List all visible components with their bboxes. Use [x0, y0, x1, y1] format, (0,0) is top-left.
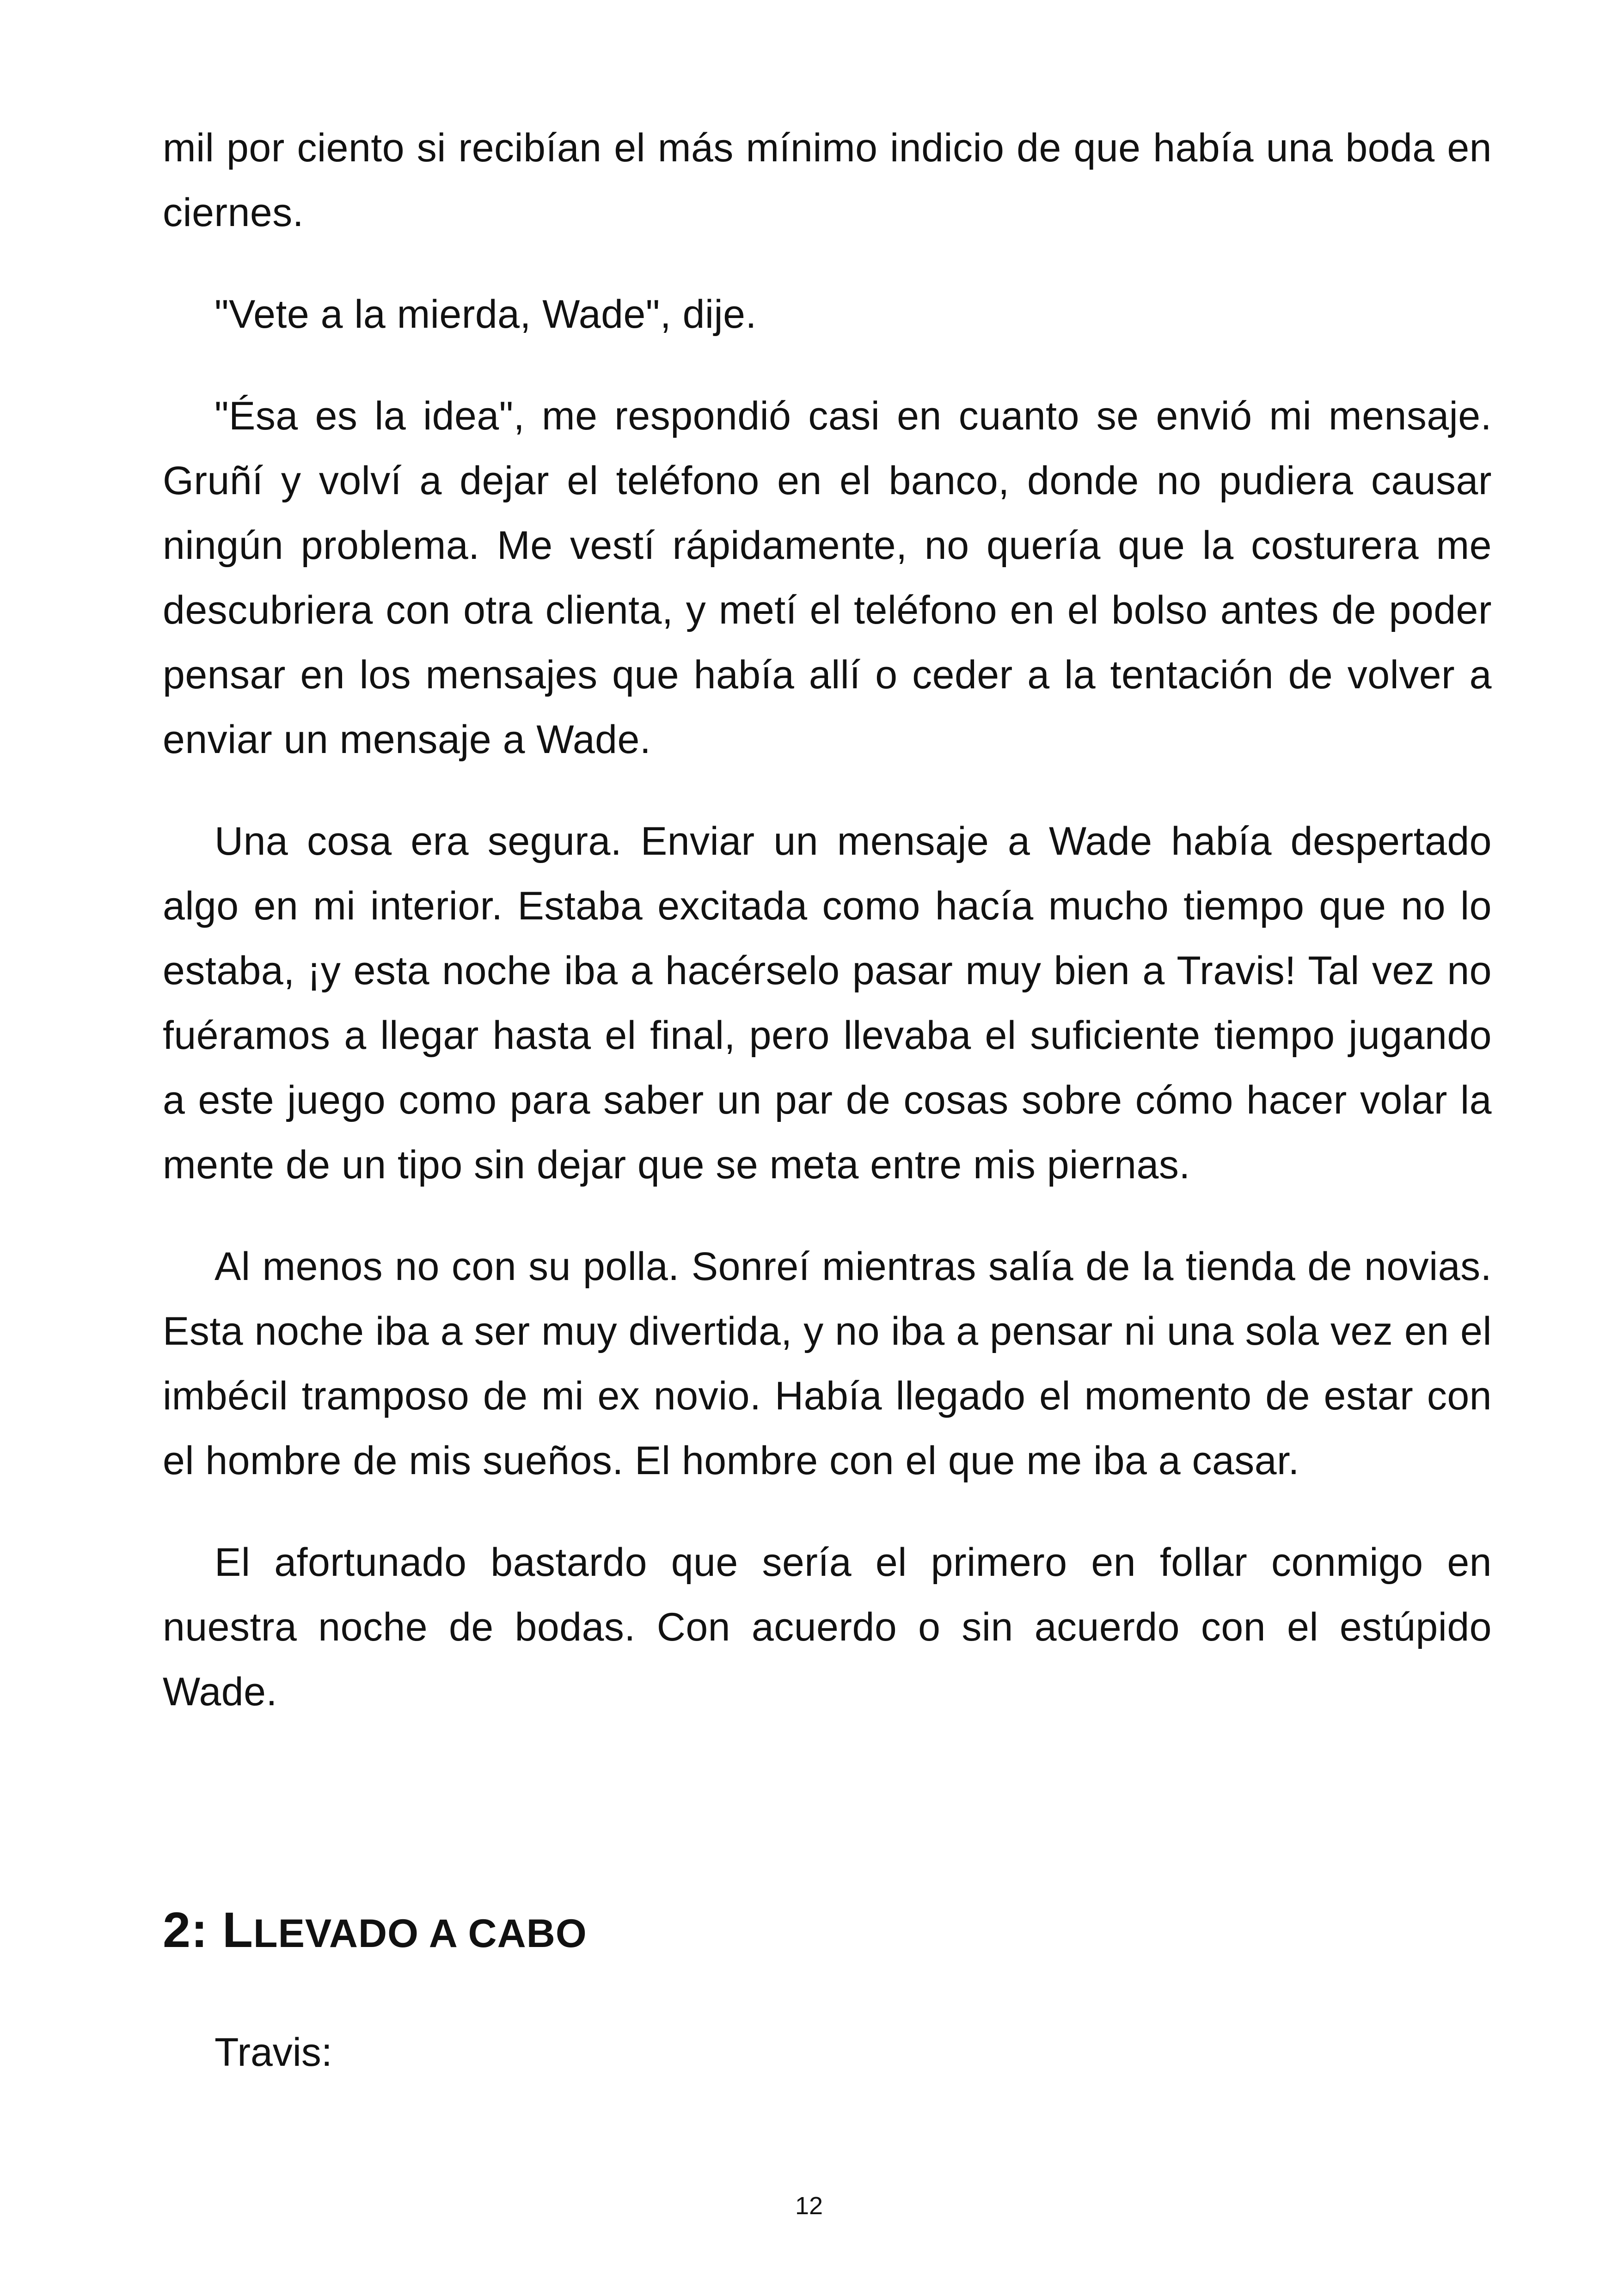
paragraph-1: mil por ciento si recibían el más mínimo indicio de que había una boda en ciernes.: [163, 126, 1492, 235]
body-text: [163, 116, 1492, 1724]
paragraph-3: "Ésa es la idea", me respondió casi en cuanto se envió mi mensaje. Gruñí y volví a dejar el teléfono en el banco, donde no pudiera causar ningún problema. Me vestí rápidamente, no quería que la costurera me descubriera con otra clienta, y metí el teléfono en el bolso antes de poder pensar en los mensajes que había allí o ceder a la tentación de volver a enviar un mensaje a Wade.: [163, 394, 1492, 762]
chapter-heading: [163, 1900, 587, 1964]
page-number: 12: [795, 2192, 823, 2220]
paragraph-6: El afortunado bastardo que sería el primero en follar conmigo en nuestra noche de bodas. Con acuerdo o sin acuerdo con el estúpido Wade.: [163, 1540, 1492, 1714]
chapter-title-initial: L: [222, 1902, 254, 1958]
speaker-label: Travis:: [215, 2030, 332, 2075]
paragraph-5: Al menos no con su polla. Sonreí mientras salía de la tienda de novias. Esta noche iba a ser muy divertida, y no iba a pensar ni una sola vez en el imbécil tramposo de mi ex novio. Había llegado el momento de estar con el hombre de mis sueños. El hombre con el que me iba a casar.: [163, 1244, 1492, 1483]
chapter-number: 2:: [163, 1902, 208, 1958]
paragraph-4: Una cosa era segura. Enviar un mensaje a Wade había despertado algo en mi interior. Estaba excitada como hacía mucho tiempo que no lo estaba, ¡y esta noche iba a hacérselo pasar muy bien a Travis! Tal vez no fuéramos a llegar hasta el final, pero llevaba el suficiente tiempo jugando a este juego como para saber un par de cosas sobre cómo hacer volar la mente de un tipo sin dejar que se meta entre mis piernas.: [163, 819, 1492, 1187]
paragraph-2: "Vete a la mierda, Wade", dije.: [215, 292, 757, 337]
chapter-title-rest: LEVADO A CABO: [253, 1911, 587, 1956]
